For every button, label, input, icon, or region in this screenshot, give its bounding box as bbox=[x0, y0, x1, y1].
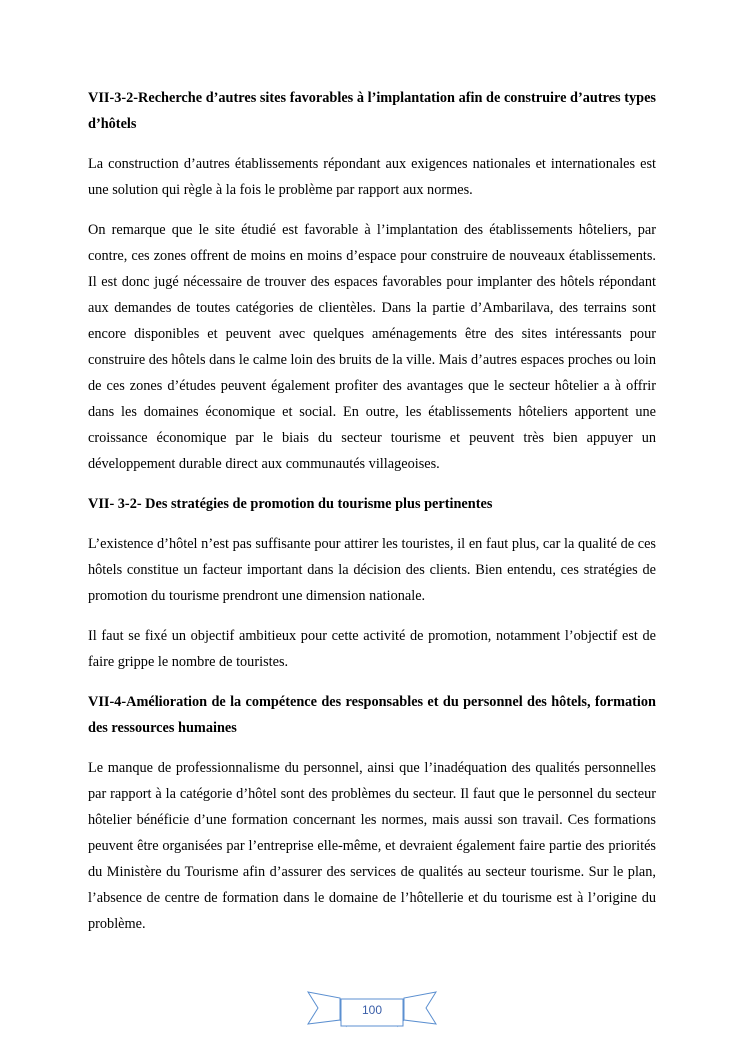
page-footer bbox=[306, 990, 438, 1030]
paragraph-existence-hotel: L’existence d’hôtel n’est pas suffisante pour attirer les touristes, il en faut plus, car la qualité de ces hôtels constitue un facteur important dans la décision des clients. Bien entendu, ces stratégies de promotion du tourisme prendront une dimension nationale. bbox=[88, 536, 656, 604]
section-heading-amelioration-competence: VII-4-Amélioration de la compétence des responsables et du personnel des hôtels, formation des ressources humaines bbox=[88, 694, 656, 736]
page-number: 100 bbox=[361, 1003, 383, 1017]
page-body bbox=[88, 85, 656, 951]
paragraph-manque-professionnalisme: Le manque de professionnalisme du personnel, ainsi que l’inadéquation des qualités personnelles par rapport à la catégorie d’hôtel sont des problèmes du secteur. Il faut que le personnel du secteur hôtelier bénéficie d’une formation concernant les normes, mais aussi son travail. Ces formations peuvent être organisées par l’entreprise elle-même, et devraient également faire partie des priorités du Ministère du Tourisme afin d’assurer des services de qualités au secteur tourisme. Sur le plan, l’absence de centre de formation dans le domaine de l’hôtellerie et du tourisme est à l’origine du problème. bbox=[88, 760, 656, 932]
paragraph-objectif-ambitieux: Il faut se fixé un objectif ambitieux pour cette activité de promotion, notamment l’objectif est de faire grippe le nombre de touristes. bbox=[88, 628, 656, 670]
section-heading-recherche-sites: VII-3-2-Recherche d’autres sites favorables à l’implantation afin de construire d’autres types d’hôtels bbox=[88, 90, 656, 132]
paragraph-site-etudie: On remarque que le site étudié est favorable à l’implantation des établissements hôteliers, par contre, ces zones offrent de moins en moins d’espace pour construire de nouveaux établissements. Il est donc jugé nécessaire de trouver des espaces favorables pour implanter des hôtels répondant aux demandes de toutes catégories de clientèles. Dans la partie d’Ambarilava, des terrains sont encore disponibles et peuvent avec quelques aménagements être des sites intéressants pour construire des hôtels dans le calme loin des bruits de la ville. Mais d’autres espaces proches ou loin de ces zones d’études peuvent également profiter des avantages que le secteur hôtelier a à offrir dans les domaines économique et social. En outre, les établissements hôteliers apportent une croissance économique par le biais du secteur tourisme et peuvent très bien appuyer un développement durable direct aux communautés villageoises. bbox=[88, 222, 656, 472]
paragraph-construction-etablissements: La construction d’autres établissements répondant aux exigences nationales et internationales est une solution qui règle à la fois le problème par rapport aux normes. bbox=[88, 156, 656, 198]
section-heading-strategies-promotion: VII- 3-2- Des stratégies de promotion du tourisme plus pertinentes bbox=[88, 496, 493, 512]
